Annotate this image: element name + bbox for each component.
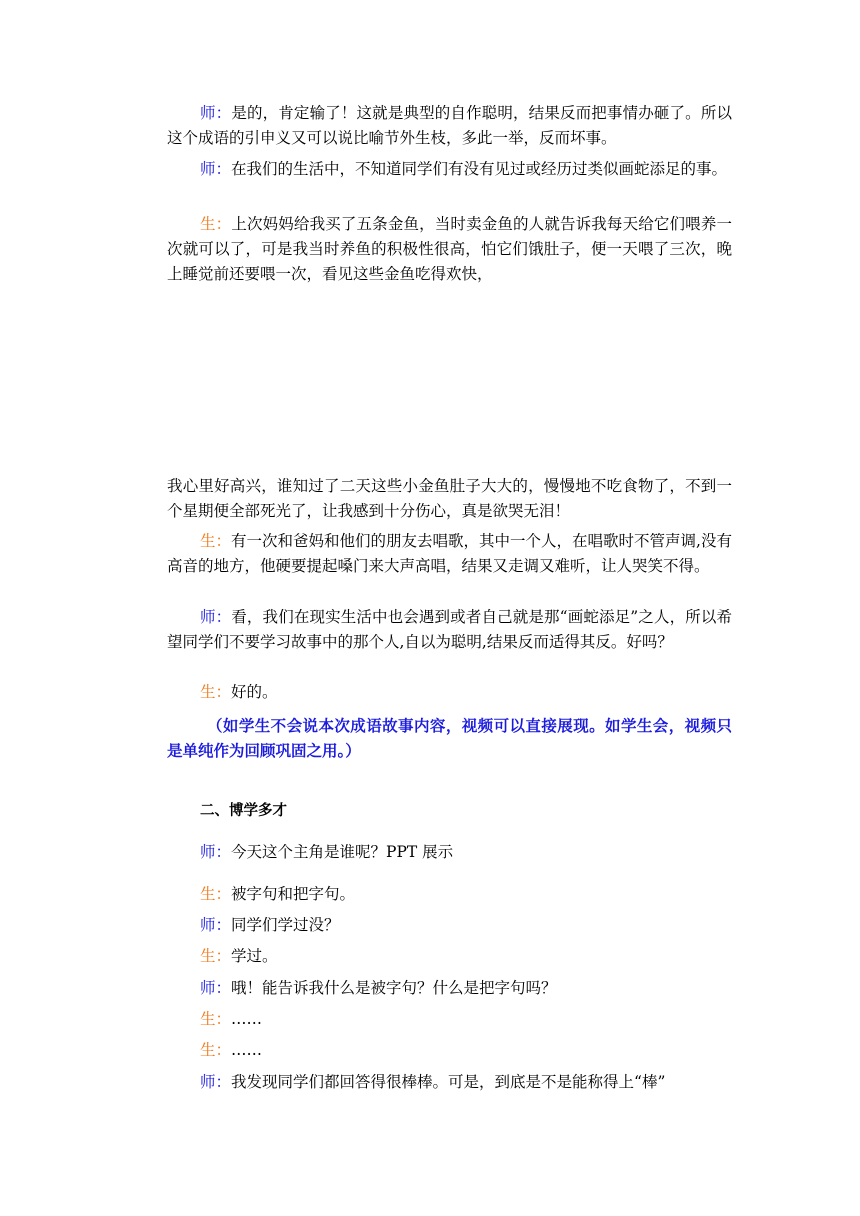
paragraph	[167, 605, 732, 655]
paragraph	[167, 680, 732, 705]
paragraph-text: 在我们的生活中，不知道同学们有没有见过或经历过类似画蛇添足的事。	[231, 160, 728, 178]
dialogue-text: ……	[231, 1010, 263, 1028]
speaker-label: 生：	[200, 1041, 232, 1059]
paragraph	[167, 157, 732, 182]
paragraph-text: 看，我们在现实生活中也会遇到或者自己就是那“画蛇添足”之人，所以希望同学们不要学习故事中的那个人,自以为聪明,结果反而适得其反。好吗？	[167, 608, 732, 651]
paragraph-text: 是的，肯定输了！这就是典型的自作聪明，结果反而把事情办砸了。所以这个成语的引申义又可以说比喻节外生枝，多此一举，反而坏事。	[167, 104, 732, 147]
teaching-note: （如学生不会说本次成语故事内容，视频可以直接展现。如学生会，视频只是单纯作为回顾巩固之用。）	[167, 716, 732, 760]
speaker-label: 师：	[200, 916, 232, 934]
section-heading: 二、博学多才	[200, 803, 287, 819]
dialogue-line	[167, 944, 732, 969]
dialogue-text: 我发现同学们都回答得很棒棒。可是，到底是不是能称得上“棒”	[231, 1073, 666, 1091]
speaker-label: 师：	[200, 843, 232, 861]
dialogue-line	[167, 1038, 732, 1063]
speaker-label: 生：	[200, 1010, 232, 1028]
dialogue-text: 今天这个主角是谁呢？PPT 展示	[231, 843, 454, 861]
dialogue-text: ……	[231, 1041, 263, 1059]
speaker-label: 生：	[200, 215, 232, 233]
speaker-label: 师：	[200, 608, 232, 626]
speaker-label: 生：	[200, 683, 232, 701]
speaker-label: 师：	[200, 979, 232, 997]
dialogue-line	[167, 882, 732, 907]
dialogue-line	[167, 840, 732, 865]
speaker-label: 生：	[200, 947, 232, 965]
paragraph-text: 好的。	[231, 683, 278, 701]
dialogue-text: 学过。	[231, 947, 278, 965]
speaker-label: 师：	[200, 160, 232, 178]
dialogue-text: 哦！能告诉我什么是被字句？什么是把字句吗？	[231, 979, 557, 997]
dialogue-line	[167, 1070, 732, 1095]
dialogue-text: 同学们学过没？	[231, 916, 340, 934]
paragraph	[167, 474, 732, 524]
dialogue-line	[167, 1007, 732, 1032]
paragraph	[167, 212, 732, 287]
paragraph-text: 我心里好高兴，谁知过了二天这些小金鱼肚子大大的，慢慢地不吃食物了，不到一个星期便全部死光了，让我感到十分伤心，真是欲哭无泪！	[167, 477, 732, 520]
paragraph	[167, 529, 732, 579]
paragraph-text: 有一次和爸妈和他们的朋友去唱歌，其中一个人，在唱歌时不管声调,没有高音的地方，他硬要提起嗓门来大声高唱，结果又走调又难听，让人哭笑不得。	[167, 532, 732, 575]
dialogue-line	[167, 976, 732, 1001]
speaker-label: 生：	[200, 532, 232, 550]
speaker-label: 师：	[200, 1073, 232, 1091]
dialogue-line	[167, 913, 732, 938]
paragraph-text: 上次妈妈给我买了五条金鱼，当时卖金鱼的人就告诉我每天给它们喂养一次就可以了，可是我当时养鱼的积极性很高，怕它们饿肚子，便一天喂了三次，晚上睡觉前还要喂一次，看见这些金鱼吃得欢快，	[167, 215, 732, 283]
speaker-label: 生：	[200, 885, 232, 903]
speaker-label: 师：	[200, 104, 232, 122]
paragraph	[167, 101, 732, 151]
dialogue-text: 被字句和把字句。	[231, 885, 356, 903]
